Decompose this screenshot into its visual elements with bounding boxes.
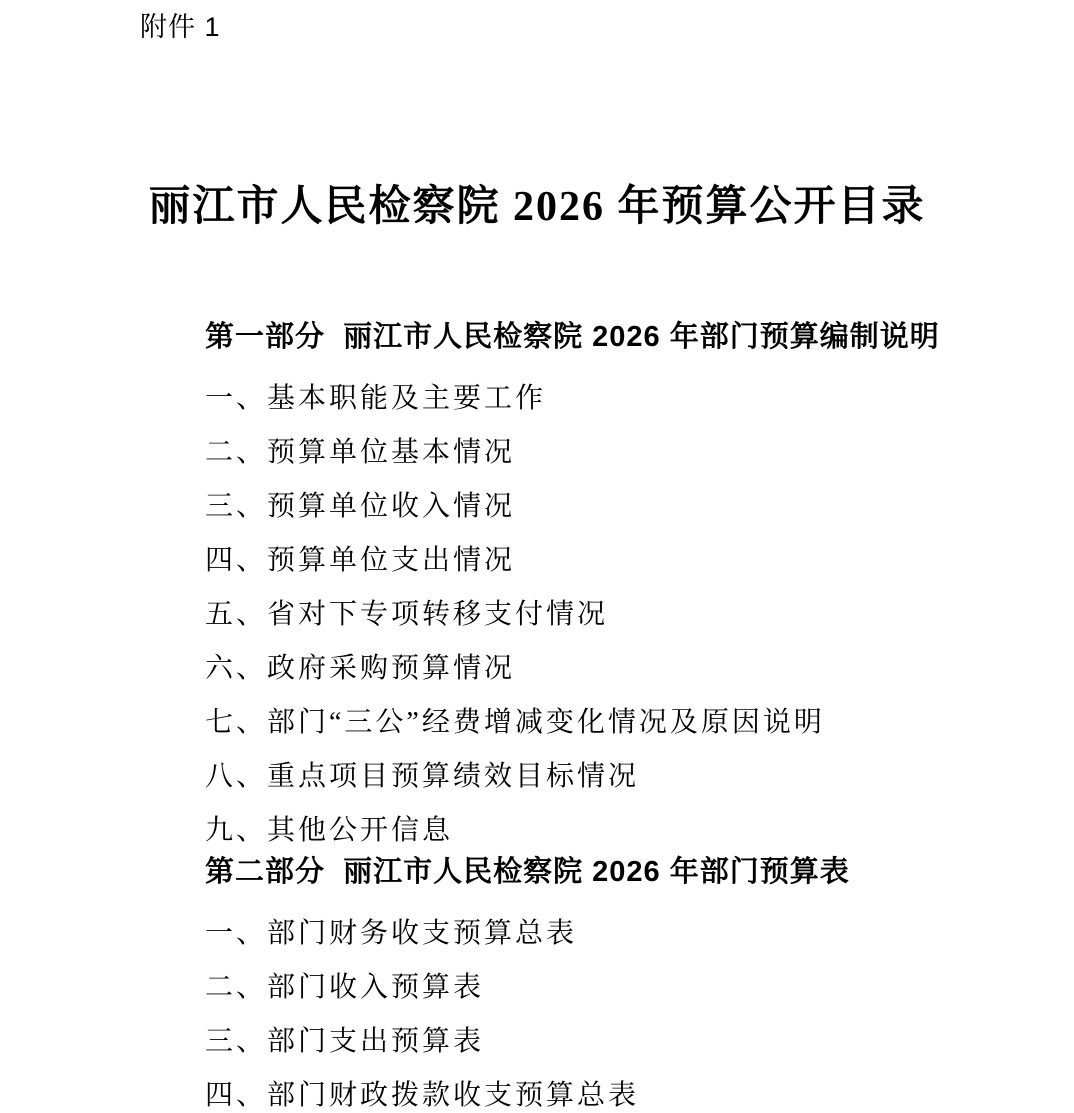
section-1-heading: 第一部分 丽江市人民检察院 2026 年部门预算编制说明 [205, 321, 940, 353]
toc-item-1-5: 五、省对下专项转移支付情况 [205, 599, 609, 630]
section-2-heading: 第二部分 丽江市人民检察院 2026 年部门预算表 [205, 856, 850, 888]
toc-item-2-2: 二、部门收入预算表 [205, 972, 485, 1003]
toc-item-2-3: 三、部门支出预算表 [205, 1026, 485, 1057]
toc-item-2-4: 四、部门财政拨款收支预算总表 [205, 1080, 640, 1111]
document-title: 丽江市人民检察院 2026 年预算公开目录 [148, 184, 926, 230]
toc-item-1-9: 九、其他公开信息 [205, 815, 454, 846]
toc-item-1-3: 三、预算单位收入情况 [205, 491, 516, 522]
toc-item-2-1: 一、部门财务收支预算总表 [205, 918, 578, 949]
toc-item-1-6: 六、政府采购预算情况 [205, 653, 516, 684]
toc-item-1-1: 一、基本职能及主要工作 [205, 383, 547, 414]
toc-item-1-8: 八、重点项目预算绩效目标情况 [205, 761, 640, 792]
toc-content [205, 322, 940, 1113]
toc-item-1-7: 七、部门“三公”经费增减变化情况及原因说明 [205, 707, 825, 738]
attachment-label: 附件 1 [140, 12, 221, 42]
toc-item-1-2: 二、预算单位基本情况 [205, 437, 516, 468]
toc-item-1-4: 四、预算单位支出情况 [205, 545, 516, 576]
